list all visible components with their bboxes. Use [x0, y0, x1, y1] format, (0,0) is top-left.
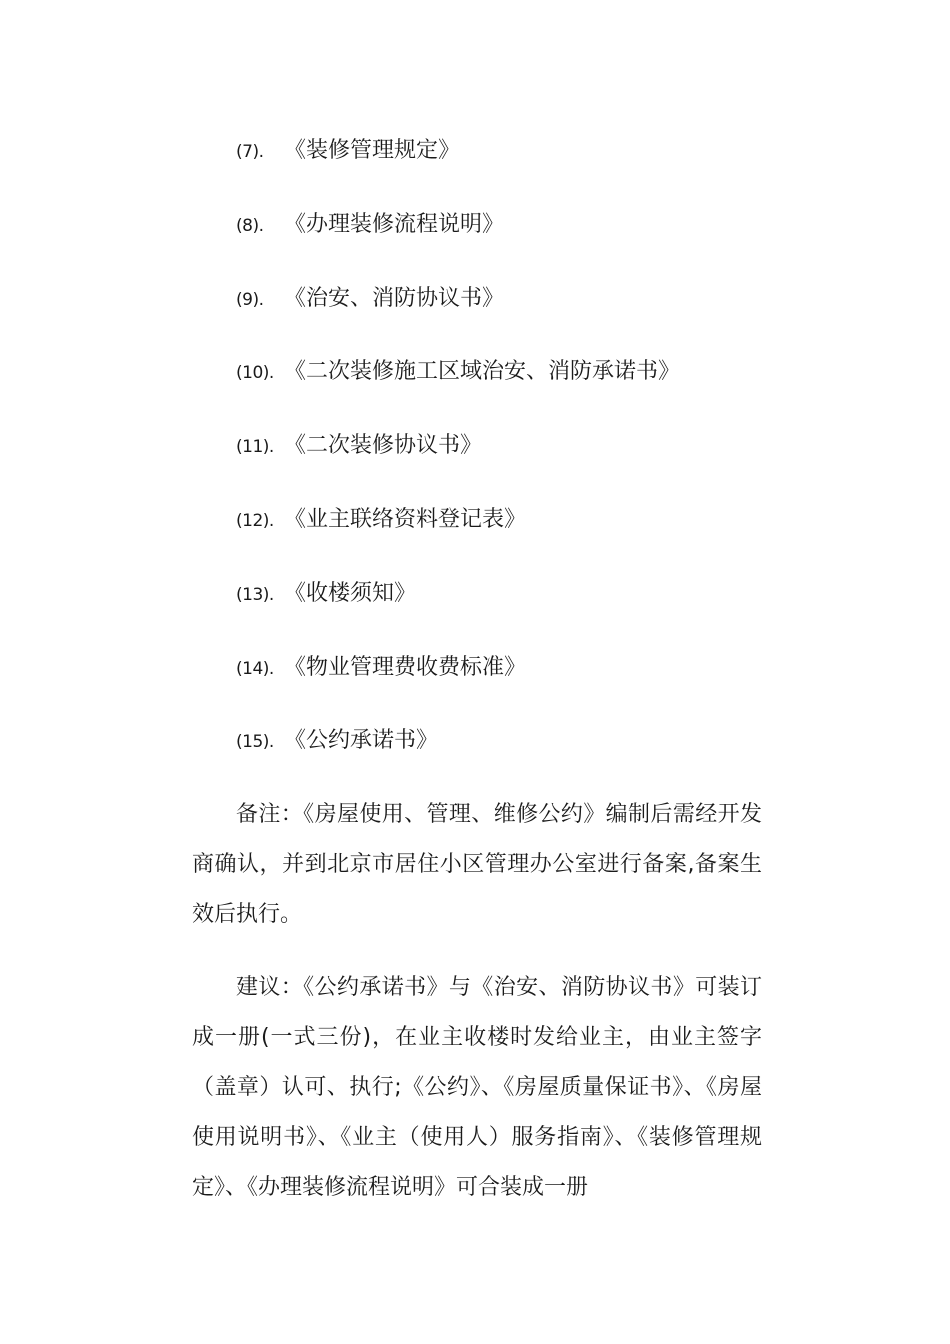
list-item-title: 《治安、消防协议书》	[284, 285, 505, 311]
list-item-number: (14).	[236, 658, 274, 679]
list-item-number: (15).	[236, 732, 274, 753]
list-item-title: 《二次装修施工区域治安、消防承诺书》	[284, 359, 681, 385]
list-item-title: 《业主联络资料登记表》	[284, 506, 527, 532]
list-item-title: 《公约承诺书》	[284, 728, 439, 754]
list-item	[236, 423, 680, 497]
document-list	[236, 128, 680, 792]
list-item	[236, 571, 680, 645]
list-item-number: (7).	[236, 142, 264, 162]
list-item-number: (12).	[236, 510, 274, 531]
list-item-title: 《办理装修流程说明》	[284, 211, 505, 237]
list-item	[236, 276, 680, 350]
list-item-title: 《物业管理费收费标准》	[284, 654, 527, 680]
list-item	[236, 202, 680, 276]
list-item	[236, 718, 680, 792]
list-item	[236, 128, 680, 202]
list-item-number: (10).	[236, 363, 274, 384]
list-item	[236, 349, 680, 423]
list-item	[236, 497, 680, 571]
list-item-number: (11).	[236, 437, 274, 458]
note-paragraph: 备注：《房屋使用、管理、维修公约》编制后需经开发商确认，并到北京市居住小区管理办公室进行备案,备案生效后执行。	[192, 802, 762, 927]
list-item-title: 《收楼须知》	[284, 580, 417, 606]
list-item-title: 《装修管理规定》	[284, 138, 461, 163]
list-item	[236, 645, 680, 719]
list-item-number: (9).	[236, 289, 264, 310]
list-item-number: (8).	[236, 215, 264, 236]
list-item-number: (13).	[236, 584, 274, 605]
list-item-title: 《二次装修协议书》	[284, 433, 483, 459]
advice-paragraph: 建议：《公约承诺书》与《治安、消防协议书》可装订成一册(一式三份)，在业主收楼时发给业主，由业主签字（盖章）认可、执行;《公约》、《房屋质量保证书》、《房屋使用说明书》、《业主（使用人）服务指南》、《装修管理规定》、《办理装修流程说明》可合装成一册	[192, 975, 762, 1200]
